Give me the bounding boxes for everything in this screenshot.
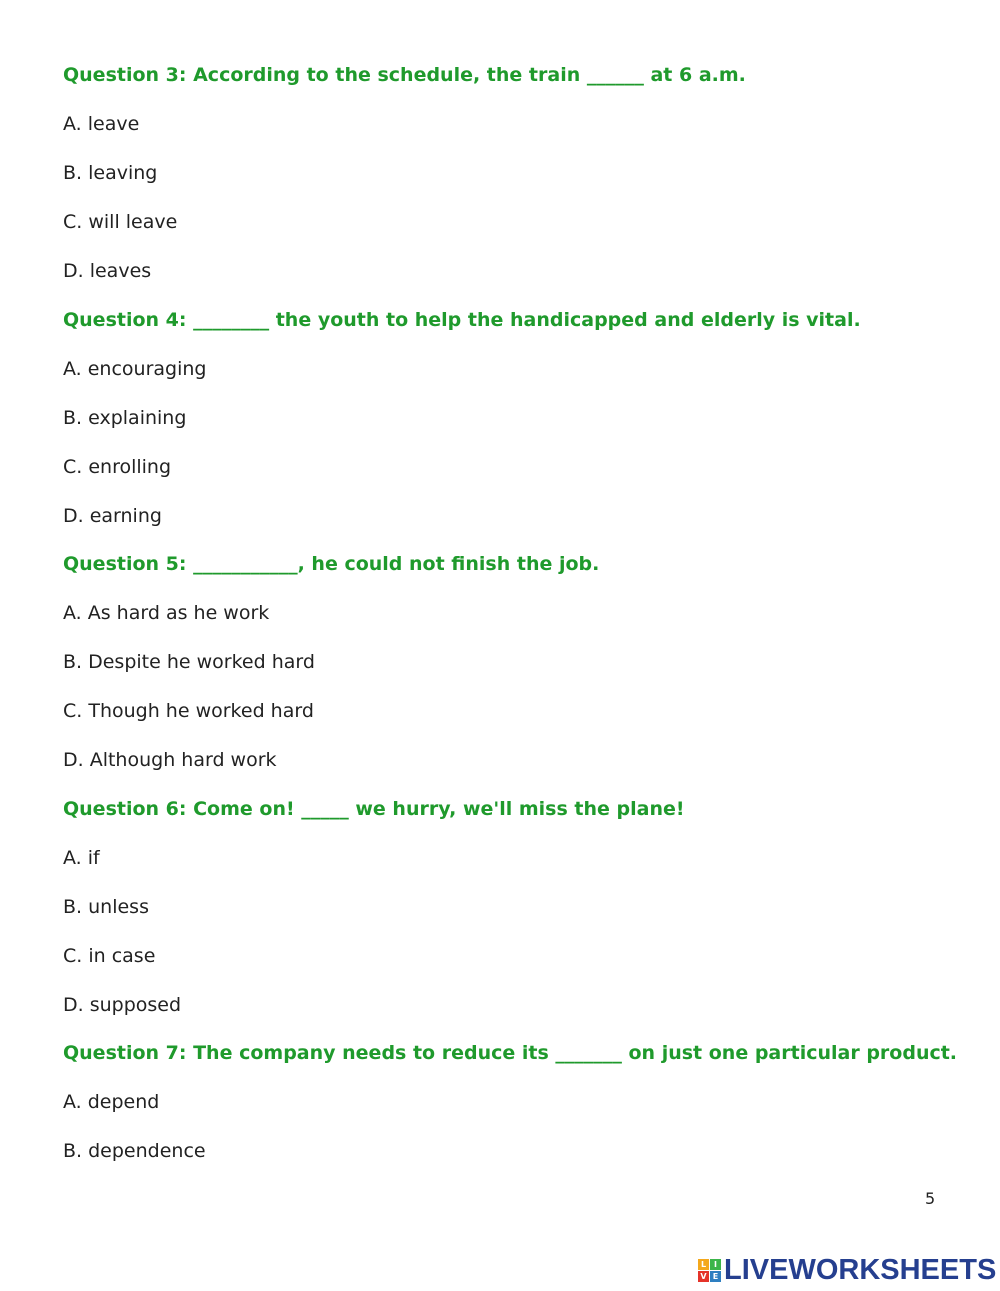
page-number: 5 — [925, 1189, 936, 1208]
option-q4-a: A. encouraging — [63, 358, 207, 380]
option-q4-b: B. explaining — [63, 407, 187, 429]
option-q3-b: B. leaving — [63, 162, 158, 184]
question-6: Question 6: Come on! _____ we hurry, we'll miss the plane! — [63, 798, 685, 820]
question-4: Question 4: ________ the youth to help the handicapped and elderly is vital. — [63, 309, 861, 331]
logo-letter-i: I — [710, 1259, 721, 1270]
brand-name: LIVEWORKSHEETS — [724, 1254, 997, 1286]
question-7: Question 7: The company needs to reduce its _______ on just one particular product. — [63, 1042, 958, 1064]
liveworksheets-logo-icon — [698, 1259, 721, 1282]
option-q5-d: D. Although hard work — [63, 749, 277, 771]
question-5: Question 5: ___________, he could not finish the job. — [63, 553, 600, 575]
option-q6-b: B. unless — [63, 896, 149, 918]
option-q6-c: C. in case — [63, 945, 156, 967]
option-q4-d: D. earning — [63, 505, 162, 527]
logo-letter-e: E — [710, 1271, 721, 1282]
option-q6-d: D. supposed — [63, 994, 182, 1016]
logo-letter-v: V — [698, 1271, 709, 1282]
option-q4-c: C. enrolling — [63, 456, 172, 478]
option-q7-a: A. depend — [63, 1091, 160, 1113]
option-q5-a: A. As hard as he work — [63, 602, 270, 624]
logo-letter-l: L — [698, 1259, 709, 1270]
option-q5-b: B. Despite he worked hard — [63, 651, 315, 673]
brand-footer — [698, 1254, 996, 1286]
option-q3-c: C. will leave — [63, 211, 178, 233]
option-q7-b: B. dependence — [63, 1140, 206, 1162]
option-q3-a: A. leave — [63, 113, 140, 135]
option-q5-c: C. Though he worked hard — [63, 700, 314, 722]
question-3: Question 3: According to the schedule, the train ______ at 6 a.m. — [63, 64, 746, 86]
option-q3-d: D. leaves — [63, 260, 152, 282]
option-q6-a: A. if — [63, 847, 100, 869]
